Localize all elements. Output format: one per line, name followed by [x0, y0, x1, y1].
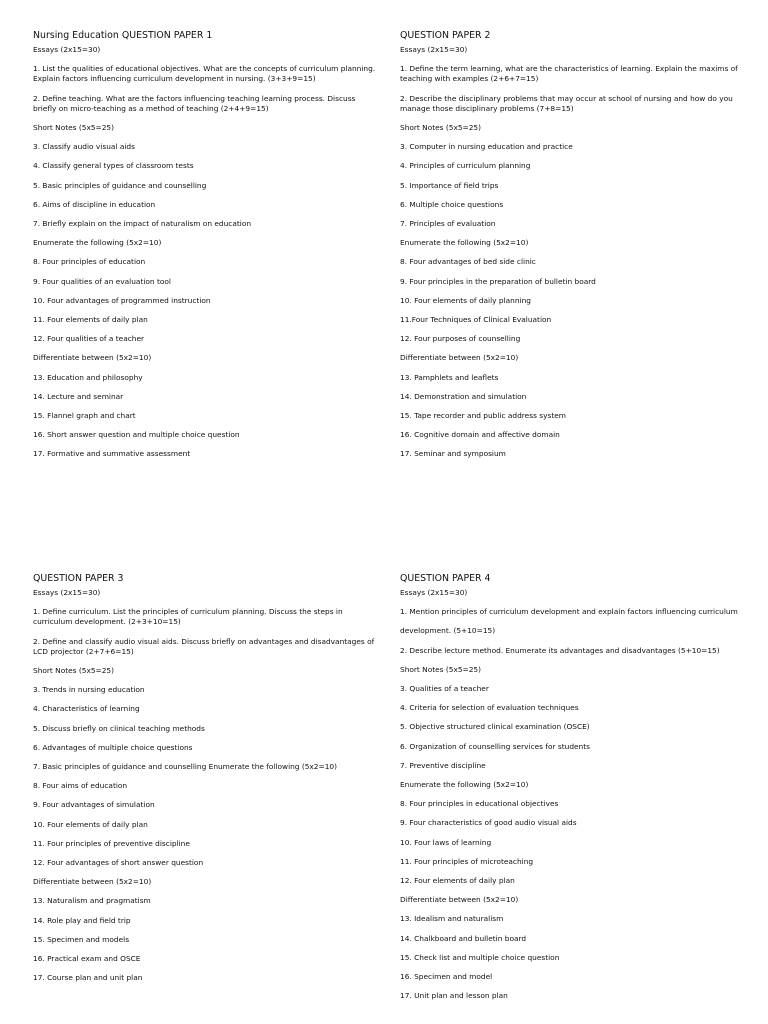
question-line: 1. Define the term learning, what are the characteristics of learning. Explain the maxims of teaching with examples (2+6+7=15)	[400, 64, 738, 84]
question-line: 6. Multiple choice questions	[400, 199, 504, 209]
question-line: 1. List the qualities of educational objectives. What are the concepts of curriculum planning. Explain factors influencing curriculum development in nursing. (3+3+9=15)	[33, 64, 376, 84]
question-line: 5. Importance of field trips	[400, 180, 499, 190]
question-line: Differentiate between (5x2=10)	[400, 895, 519, 905]
paper-title: QUESTION PAPER 2	[400, 30, 491, 41]
question-paper-2	[400, 30, 745, 469]
question-line: Essays (2x15=30)	[33, 588, 101, 597]
paper-title: Nursing Education QUESTION PAPER 1	[33, 30, 213, 41]
question-line: 4. Classify general types of classroom tests	[33, 161, 194, 171]
question-line: 6. Organization of counselling services for students	[400, 741, 590, 751]
question-line: 8. Four principles of education	[33, 257, 146, 267]
question-line: 5. Basic principles of guidance and counselling	[33, 180, 207, 190]
question-line: 3. Computer in nursing education and practice	[400, 142, 573, 152]
question-line: 11.Four Techniques of Clinical Evaluation	[400, 315, 552, 325]
question-line: 3. Trends in nursing education	[33, 685, 145, 695]
question-line: 12. Four purposes of counselling	[400, 334, 521, 344]
question-line: 2. Define teaching. What are the factors influencing teaching learning process. Discuss briefly on micro-teaching as a method of teaching (2+4+9=15)	[33, 93, 356, 113]
question-line: 9. Four qualities of an evaluation tool	[33, 276, 171, 286]
question-line: Essays (2x15=30)	[400, 588, 468, 597]
question-line: Essays (2x15=30)	[33, 45, 101, 54]
question-paper-1	[33, 30, 378, 469]
question-line: 5. Discuss briefly on clinical teaching methods	[33, 723, 205, 733]
question-line: 11. Four elements of daily plan	[33, 315, 148, 325]
question-line: Enumerate the following (5x2=10)	[33, 238, 162, 248]
question-line: 16. Short answer question and multiple choice question	[33, 430, 240, 440]
question-line: 13. Idealism and naturalism	[400, 914, 504, 924]
question-line: 15. Check list and multiple choice question	[400, 952, 560, 962]
question-line: 16. Specimen and model	[400, 972, 493, 982]
question-line: 4. Principles of curriculum planning	[400, 161, 531, 171]
question-line: 7. Principles of evaluation	[400, 219, 496, 229]
question-line: 7. Briefly explain on the impact of naturalism on education	[33, 219, 252, 229]
paper-questions	[400, 588, 745, 1001]
question-line: 14. Role play and field trip	[33, 915, 131, 925]
question-line: 14. Demonstration and simulation	[400, 391, 527, 401]
question-line: 10. Four laws of learning	[400, 837, 492, 847]
question-line: 7. Basic principles of guidance and counselling Enumerate the following (5x2=10)	[33, 762, 337, 772]
question-line: 10. Four advantages of programmed instruction	[33, 295, 211, 305]
question-line: 11. Four principles of preventive discipline	[33, 838, 190, 848]
question-line: 13. Pamphlets and leaflets	[400, 372, 499, 382]
question-line: 2. Describe lecture method. Enumerate its advantages and disadvantages (5+10=15)	[400, 645, 720, 655]
question-line: 5. Objective structured clinical examination (OSCE)	[400, 722, 590, 732]
question-line: 16. Practical exam and OSCE	[33, 954, 141, 964]
question-line: 2. Describe the disciplinary problems that may occur at school of nursing and how do you manage those disciplinary problems (7+8=15)	[400, 93, 733, 113]
question-line: 14. Chalkboard and bulletin board	[400, 933, 527, 943]
question-paper-3	[33, 573, 378, 992]
question-line: 17. Seminar and symposium	[400, 449, 506, 459]
paper-title: QUESTION PAPER 3	[33, 573, 124, 584]
question-line: 6. Aims of discipline in education	[33, 199, 156, 209]
question-line: 15. Specimen and models	[33, 934, 130, 944]
question-line: Essays (2x15=30)	[400, 45, 468, 54]
question-line: 15. Tape recorder and public address system	[400, 411, 566, 421]
question-line: 7. Preventive discipline	[400, 760, 486, 770]
question-line: 12. Four elements of daily plan	[400, 876, 515, 886]
question-line: 17. Unit plan and lesson plan	[400, 991, 508, 1001]
question-line: Differentiate between (5x2=10)	[33, 353, 152, 363]
paper-title: QUESTION PAPER 4	[400, 573, 491, 584]
paper-questions	[33, 588, 378, 983]
question-line: 1. Mention principles of curriculum development and explain factors influencing curriculum	[400, 607, 738, 617]
question-line: 10. Four elements of daily planning	[400, 295, 531, 305]
question-line: 16. Cognitive domain and affective domain	[400, 430, 560, 440]
question-line: 17. Course plan and unit plan	[33, 973, 143, 983]
question-line: 6. Advantages of multiple choice questions	[33, 742, 193, 752]
question-line: Short Notes (5x5=25)	[400, 123, 482, 133]
question-line: development. (5+10=15)	[400, 626, 496, 636]
question-line: 2. Define and classify audio visual aids. Discuss briefly on advantages and disadvantages of LCD projector (2+7+6=15)	[33, 636, 375, 656]
question-line: 14. Lecture and seminar	[33, 391, 124, 401]
question-line: 9. Four principles in the preparation of bulletin board	[400, 276, 596, 286]
question-line: 17. Formative and summative assessment	[33, 449, 191, 459]
question-line: 13. Education and philosophy	[33, 372, 143, 382]
question-line: 9. Four advantages of simulation	[33, 800, 155, 810]
question-line: 4. Criteria for selection of evaluation techniques	[400, 703, 579, 713]
question-line: 8. Four advantages of bed side clinic	[400, 257, 536, 267]
question-line: 12. Four qualities of a teacher	[33, 334, 145, 344]
question-paper-4	[400, 573, 745, 1010]
paper-questions	[33, 45, 378, 460]
question-line: Enumerate the following (5x2=10)	[400, 238, 529, 248]
question-line: 8. Four principles in educational objectives	[400, 799, 559, 809]
question-line: 12. Four advantages of short answer question	[33, 858, 204, 868]
question-line: Short Notes (5x5=25)	[33, 123, 115, 133]
question-line: Enumerate the following (5x2=10)	[400, 780, 529, 790]
question-line: 13. Naturalism and pragmatism	[33, 896, 151, 906]
question-line: 3. Classify audio visual aids	[33, 142, 135, 152]
question-line: 9. Four characteristics of good audio visual aids	[400, 818, 577, 828]
question-line: 8. Four aims of education	[33, 781, 128, 791]
question-line: Differentiate between (5x2=10)	[33, 877, 152, 887]
question-line: 1. Define curriculum. List the principles of curriculum planning. Discuss the steps in curriculum development. (2+3+10=15)	[33, 607, 343, 627]
question-line: 4. Characteristics of learning	[33, 704, 140, 714]
question-line: Differentiate between (5x2=10)	[400, 353, 519, 363]
question-line: Short Notes (5x5=25)	[33, 666, 115, 676]
question-line: 3. Qualities of a teacher	[400, 684, 489, 694]
question-line: 10. Four elements of daily plan	[33, 819, 148, 829]
question-line: Short Notes (5x5=25)	[400, 664, 482, 674]
question-line: 11. Four principles of microteaching	[400, 856, 534, 866]
paper-questions	[400, 45, 745, 460]
question-line: 15. Flannel graph and chart	[33, 411, 136, 421]
